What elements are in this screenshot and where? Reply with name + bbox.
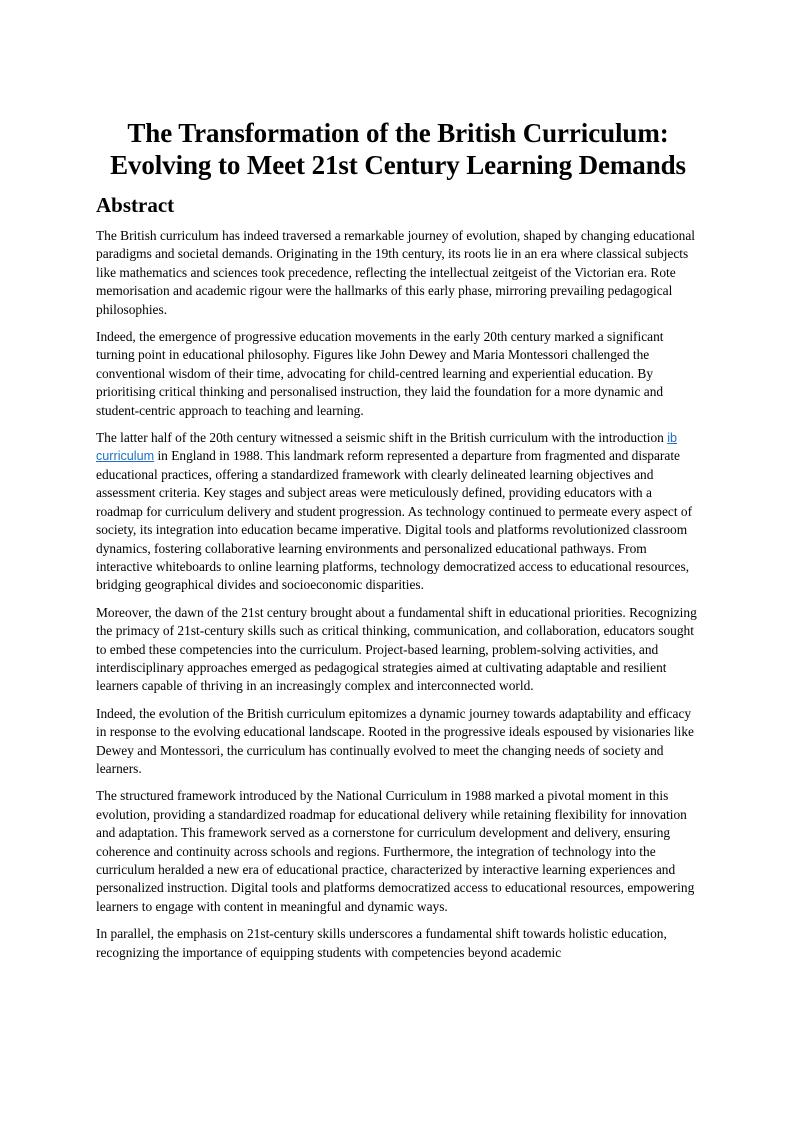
paragraph-2: Indeed, the emergence of progressive education movements in the early 20th century marked a significant turning point in educational philosophy. Figures like John Dewey and Maria Montessori challenged the conventional wisdom of their time, advocating for child-centred learning and experiential education. By prioritising critical thinking and personalised instruction, they laid the foundation for a more dynamic and student-centric approach to teaching and learning. <box>96 329 664 418</box>
paragraph-1: The British curriculum has indeed traversed a remarkable journey of evolution, shaped by changing educational paradigms and societal demands. Originating in the 19th century, its roots lie in an era where classical subjects like mathematics and sciences took precedence, reflecting the intellectual zeitgeist of the Victorian era. Rote memorisation and academic rigour were the hallmarks of this early phase, mirroring prevailing pedagogical philosophies. <box>96 228 696 317</box>
paragraph-6: The structured framework introduced by the National Curriculum in 1988 marked a pivotal moment in this evolution, providing a standardized roadmap for educational delivery while retaining flexibility for innovation and adaptation. This framework served as a cornerstone for curriculum development and delivery, ensuring coherence and continuity across schools and regions. Furthermore, the integration of technology into the curriculum heralded a new era of educational practice, characterized by interactive learning experiences and personalized instruction. Digital tools and platforms democratized access to educational resources, empowering learners to engage with content in meaningful and dynamic ways. <box>96 788 695 914</box>
paragraph-4: Moreover, the dawn of the 21st century brought about a fundamental shift in educational priorities. Recognizing the primacy of 21st-century skills such as critical thinking, communication, and collaboration, educators sought to embed these competencies into the curriculum. Project-based learning, problem-solving activities, and interdisciplinary approaches emerged as pedagogical strategies aimed at cultivating adaptable and resilient learners capable of thriving in an increasingly complex and interconnected world. <box>96 604 697 694</box>
paragraph-5: Indeed, the evolution of the British curriculum epitomizes a dynamic journey towards adaptability and efficacy in response to the evolving educational landscape. Rooted in the progressive ideals espoused by visionaries like Dewey and Montessori, the curriculum has continually evolved to meet the changing needs of society and learners. <box>96 705 694 776</box>
document-page <box>96 117 700 971</box>
title-line-1: The Transformation of the British Curriculum: <box>127 118 669 148</box>
paragraph-3 <box>96 429 700 595</box>
document-title <box>96 117 700 181</box>
ib-curriculum-link[interactable]: ib curriculum <box>96 431 678 464</box>
paragraph-7: In parallel, the emphasis on 21st-century skills underscores a fundamental shift towards holistic education, recognizing the importance of equipping students with competencies beyond academic <box>96 926 667 960</box>
paragraph-3-text-before: The latter half of the 20th century witnessed a seismic shift in the British curriculum with the introduction <box>96 430 668 446</box>
paragraph-3-text-after: in England in 1988. This landmark reform represented a departure from fragmented and disparate educational practices, offering a standardized framework with clearly delineated learning objectives and assessment criteria. Key stages and subject areas were meticulously defined, providing educators with a roadmap for curriculum delivery and student progression. As technology continued to permeate every aspect of society, its integration into education became imperative. Digital tools and platforms revolutionized classroom dynamics, fostering collaborative learning environments and personalized educational pathways. From interactive whiteboards to online learning platforms, technology democratized access to educational resources, bridging geographical divides and socioeconomic disparities. <box>96 448 693 593</box>
abstract-heading: Abstract <box>96 193 175 217</box>
title-line-2: Evolving to Meet 21st Century Learning Demands <box>110 150 686 180</box>
